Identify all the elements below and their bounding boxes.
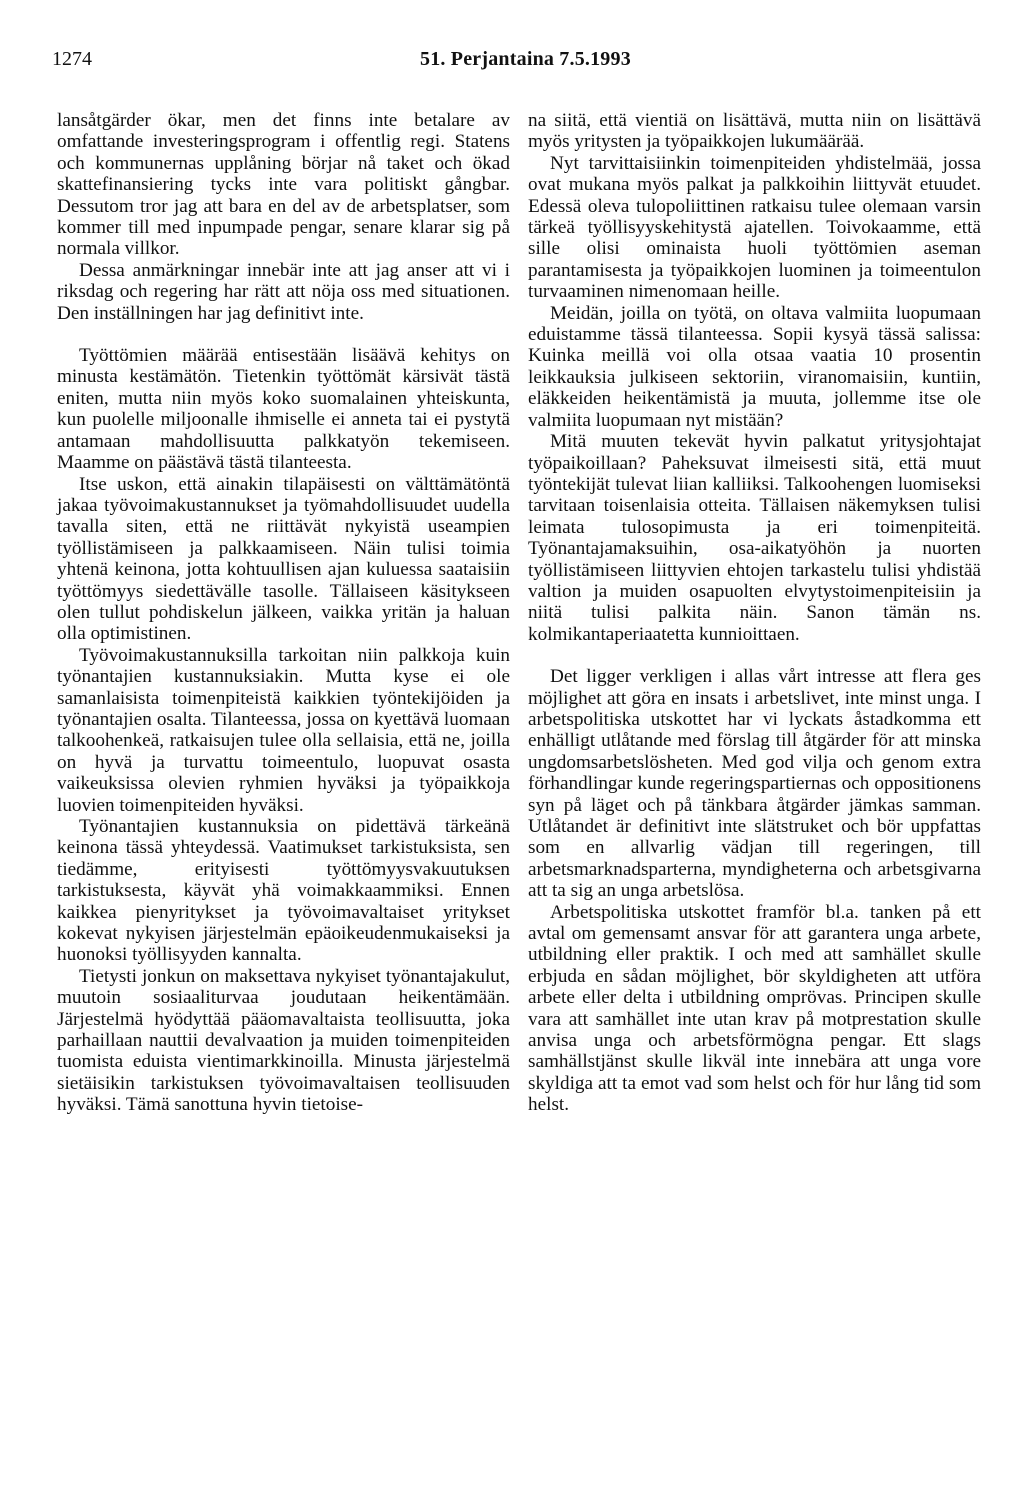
- session-title: 51. Perjantaina 7.5.1993: [420, 48, 631, 70]
- paragraph: Dessa anmärkningar innebär inte att jag anser att vi i riksdag och regering har rätt att nöja oss med situationen. Den inställningen har jag definitivt inte.: [57, 259, 510, 324]
- paragraph: Meidän, joilla on työtä, on oltava valmiita luopumaan eduistamme tässä tilanteessa. Sopii kysyä tässä salissa: Kuinka meillä voi olla otsaa vaatia 10 prosentin leikkauksia julkiseen sektoriin, viranomaisiin, kuntiin, eläkkeiden heikentämistä ja muuta, jollemme itse ole valmiita luopumaan nyt mistään?: [528, 302, 981, 431]
- paragraph: Työvoimakustannuksilla tarkoitan niin palkkoja kuin työnantajien kustannuksiakin. Mutta kyse ei ole samanlaisista toimenpiteistä kaikkien työntekijöiden ja työnantajien osalta. Tilanteessa, jossa on kyettävä luomaan talkoohenkeä, ratkaisujen tulee olla sellaisia, että ne, joilla on hyvä ja turvattu toimeentulo, luopuvat osasta vaikeuksissa olevien ryhmien hyväksi ja työpaikkoja luovien toimenpiteiden hyväksi.: [57, 644, 510, 816]
- paragraph: Työttömien määrää entisestään lisäävä kehitys on minusta kestämätön. Tietenkin työttömät kärsivät tästä eniten, mutta niin myös koko suomalainen yhteiskunta, kun puolelle miljoonalle ihmiselle ei anneta tai ei pystytä antamaan mahdollisuutta palkkatyön tekemiseen. Maamme on päästävä tästä tilanteesta.: [57, 345, 510, 474]
- paragraph: lansåtgärder ökar, men det finns inte betalare av omfattande investeringsprogram i offentlig regi. Statens och kommunernas upplåning börjar nå taket och ökad skattefinansiering tycks inte vara politiskt gångbar. Dessutom tror jag att bara en del av de arbetsplatser, som kommer till med inpumpade pengar, senare klarar sig på normala villkor.: [57, 110, 510, 260]
- page-header: [0, 48, 1024, 78]
- right-column: [528, 110, 981, 1116]
- paragraph: Työnantajien kustannuksia on pidettävä tärkeänä keinona tässä yhteydessä. Vaatimukset tarkistuksista, sen tiedämme, erityisesti työttömyysvakuutuksen tarkistuksesta, käyvät yhä voimakkaammiksi. Ennen kaikkea pienyritykset ja työvoimavaltaiset yritykset kokevat nykyisen järjestelmän epäoikeudenmukaiseksi ja huonoksi työllisyyden kannalta.: [57, 816, 510, 966]
- paragraph: na siitä, että vientiä on lisättävä, mutta niin on lisättävä myös yritysten ja työpaikkojen lukumäärää.: [528, 110, 981, 153]
- paragraph: Mitä muuten tekevät hyvin palkatut yritysjohtajat työpaikoillaan? Paheksuvat ilmeisesti sitä, että muut työntekijät tulevat liian kalliiksi. Talkoohengen luomiseksi tarvitaan toisenlaisia otteita. Tällaisen näkemyksen tulisi leimata tulosopimusta ja eri toimenpiteitä. Työnantajamaksuihin, osa-aikatyöhön ja nuorten työllistämiseen liittyvien ehtojen tarkastelu tulisi yhdistää valtion ja muiden osapuolten elvytystoimenpiteisiin ja niitä tulisi palkita näin. Sanon tämän ns. kolmikantaperiaatetta kunnioittaen.: [528, 431, 981, 645]
- paragraph: Itse uskon, että ainakin tilapäisesti on välttämätöntä jakaa työvoimakustannukset ja työmahdollisuudet uudella tavalla siten, että ne riittävät nykyistä useampien työllistämiseen ja palkkaamiseen. Näin tulisi toimia yhtenä keinona, jotta kohtuullisen ajan kuluessa saataisiin työttömyys siedettävälle tasolle. Tällaiseen käsitykseen olen tullut pohdiskelun jälkeen, vaikka yritän ja haluan olla optimistinen.: [57, 473, 510, 645]
- paragraph: Tietysti jonkun on maksettava nykyiset työnantajakulut, muutoin sosiaaliturvaa joudutaan heikentämään. Järjestelmä hyödyttää pääomavaltaista teollisuutta, joka parhaillaan nauttii devalvaation ja muiden toimenpiteiden tuomista eduista vientimarkkinoilla. Minusta järjestelmä sietäisikin tarkistuksen työvoimavaltaisen teollisuuden hyväksi. Tämä sanottuna hyvin tietoise-: [57, 965, 510, 1116]
- page-number: 1274: [52, 48, 92, 70]
- paragraph: Nyt tarvittaisiinkin toimenpiteiden yhdistelmää, jossa ovat mukana myös palkat ja palkkoihin liittyvät etuudet. Edessä oleva tulopoliittinen ratkaisu tulee olemaan varsin tärkeä työllisyyskehitystä ajatellen. Toivokaamme, että sille olisi ominaista huoli työttömien aseman parantamisesta ja työpaikkojen luominen ja toimeentulon turvaaminen nimenomaan heille.: [528, 152, 981, 303]
- paragraph: Det ligger verkligen i allas vårt intresse att flera ges möjlighet att göra en insats i arbetslivet, inte minst unga. I arbetspolitiska utskottet har vi lyckats åstadkomma ett enhälligt utlåtande med förslag till åtgärder för att minska ungdomsarbetslösheten. Med god vilja och genom extra förhandlingar kunde regeringspartiernas och oppositionens syn på läget och på tänkbara åtgärder jämkas samman. Utlåtandet är definitivt inte slätstruket och bör uppfattas som en allvarlig vädjan till regeringen, till arbetsmarknadsparterna, myndigheterna och arbetsgivarna att ta sig an unga arbetslösa.: [528, 666, 981, 902]
- left-column: [57, 110, 510, 1116]
- paragraph: Arbetspolitiska utskottet framför bl.a. tanken på ett avtal om gemensamt ansvar för att garantera unga arbete, utbildning eller praktik. I och med att samhället skulle erbjuda en sådan möjlighet, bör skyldigheten att utföra arbete eller delta i utbildning omprövas. Principen skulle vara att samhället inte utan krav på motprestation skulle anvisa unga och arbetsförmögna pengar. Ett slags samhällstjänst skulle likväl inte innebära att unga vore skyldiga att ta emot vad som helst och för hur lång tid som helst.: [528, 901, 981, 1116]
